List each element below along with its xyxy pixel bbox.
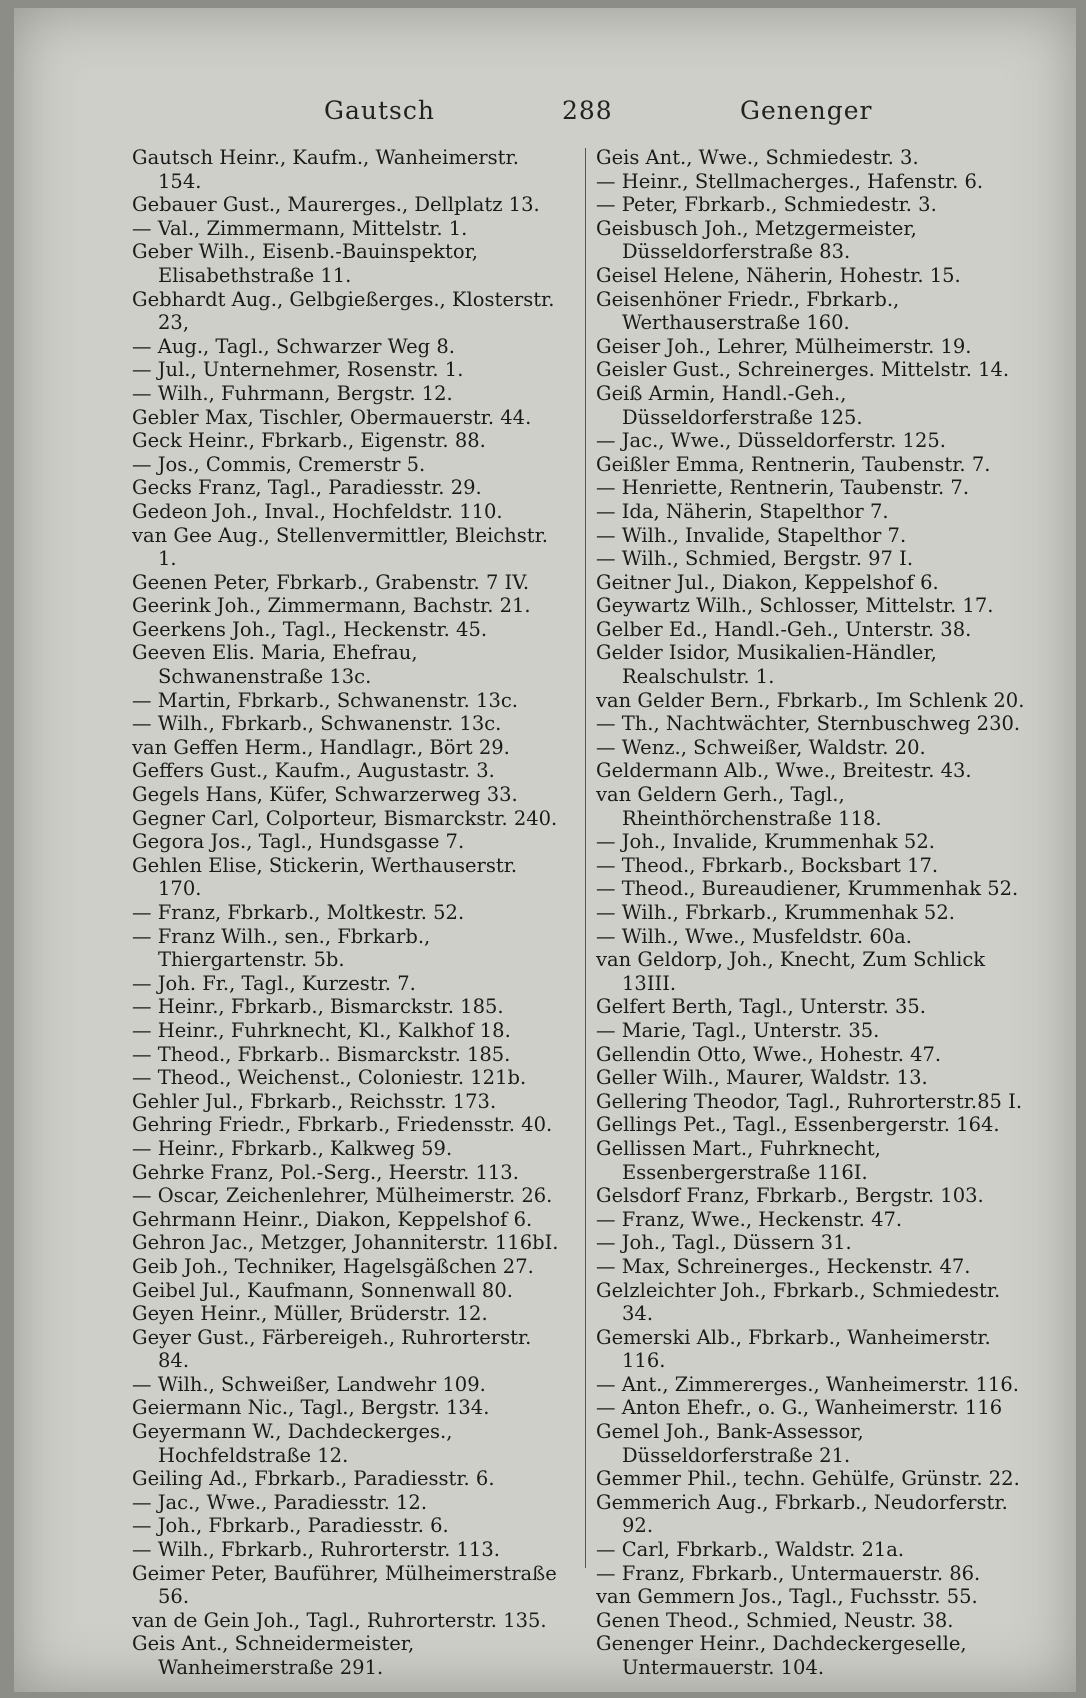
directory-entry: Gelber Ed., Handl.-Geh., Unterstr. 38. — [596, 617, 972, 641]
directory-entry: — Peter, Fbrkarb., Schmiedestr. 3. — [596, 193, 937, 217]
directory-entry: — Ant., Zimmererges., Wanheimerstr. 116. — [596, 1372, 1019, 1396]
directory-entry: Geibel Jul., Kaufmann, Sonnenwall 80. — [132, 1278, 513, 1302]
directory-entry: Geyen Heinr., Müller, Brüderstr. 12. — [132, 1302, 488, 1326]
directory-entry: Gemmer Phil., techn. Gehülfe, Grünstr. 22. — [596, 1467, 1020, 1491]
directory-entry: — Wilh., Schweißer, Landwehr 109. — [132, 1372, 486, 1396]
directory-entry: — Joh. Fr., Tagl., Kurzestr. 7. — [132, 971, 416, 995]
directory-entry: Geck Heinr., Fbrkarb., Eigenstr. 88. — [132, 429, 486, 453]
directory-entry: Gelsdorf Franz, Fbrkarb., Bergstr. 103. — [596, 1184, 984, 1208]
directory-entry: Gebhardt Aug., Gelbgießerges., Klosterstr. 23, — [132, 287, 555, 335]
directory-entry: — Theod., Bureaudiener, Krummenhak 52. — [596, 877, 1019, 901]
directory-entry: — Th., Nachtwächter, Sternbuschweg 230. — [596, 712, 1021, 736]
directory-entry: Gegner Carl, Colporteur, Bismarckstr. 240. — [132, 806, 558, 830]
directory-entry: — Joh., Fbrkarb., Paradiesstr. 6. — [132, 1514, 449, 1538]
directory-entry: Gelder Isidor, Musikalien-Händler, Realschulstr. 1. — [596, 641, 937, 689]
page-number: 288 — [562, 96, 613, 125]
directory-entry: — Heinr., Fbrkarb., Bismarckstr. 185. — [132, 995, 504, 1019]
directory-entry: — Theod., Fbrkarb., Bocksbart 17. — [596, 853, 939, 877]
directory-entry: Gellissen Mart., Fuhrknecht, Essenbergerstraße 116I. — [596, 1136, 881, 1184]
directory-entry: van Gee Aug., Stellenvermittler, Bleichstr. 1. — [132, 523, 548, 571]
directory-entry: Gebler Max, Tischler, Obermauerstr. 44. — [132, 405, 532, 429]
directory-entry: Gellings Pet., Tagl., Essenbergerstr. 164. — [596, 1113, 1000, 1137]
directory-entry: Geiermann Nic., Tagl., Bergstr. 134. — [132, 1396, 490, 1420]
directory-entry: Gehron Jac., Metzger, Johanniterstr. 116bI. — [132, 1231, 559, 1255]
directory-entry: Gelzleichter Joh., Fbrkarb., Schmiedestr. 34. — [596, 1278, 1001, 1326]
directory-entry: Genen Theod., Schmied, Neustr. 38. — [596, 1608, 954, 1632]
directory-entry: van Geldorp, Joh., Knecht, Zum Schlick 13III. — [596, 948, 986, 995]
directory-entry: Gedeon Joh., Inval., Hochfeldstr. 110. — [132, 499, 503, 523]
directory-entry: Gemerski Alb., Fbrkarb., Wanheimerstr. 116. — [596, 1325, 991, 1373]
directory-entry: Geisler Gust., Schreinerges. Mittelstr. 14. — [596, 358, 1010, 382]
directory-entry: — Heinr., Fuhrknecht, Kl., Kalkhof 18. — [132, 1018, 511, 1042]
directory-entry: Geimer Peter, Bauführer, Mülheimerstraße 56. — [132, 1561, 557, 1609]
directory-page — [14, 8, 1076, 1692]
directory-entry: Geywartz Wilh., Schlosser, Mittelstr. 17. — [596, 594, 994, 618]
directory-entry: Geiser Joh., Lehrer, Mülheimerstr. 19. — [596, 334, 972, 358]
directory-entry: van de Gein Joh., Tagl., Ruhrorterstr. 135. — [132, 1608, 547, 1632]
directory-entry: Gehlen Elise, Stickerin, Werthauserstr. 170. — [132, 853, 518, 901]
directory-entry: — Wilh., Schmied, Bergstr. 97 I. — [596, 547, 914, 571]
directory-entry: Gellendin Otto, Wwe., Hohestr. 47. — [596, 1042, 942, 1066]
directory-entry: — Wilh., Wwe., Musfeldstr. 60a. — [596, 924, 912, 948]
directory-entry: — Henriette, Rentnerin, Taubenstr. 7. — [596, 476, 970, 500]
directory-entry: — Jos., Commis, Cremerstr 5. — [132, 452, 426, 476]
directory-entry: Geeven Elis. Maria, Ehefrau, Schwanenstraße 13c. — [132, 641, 418, 689]
directory-entry: — Oscar, Zeichenlehrer, Mülheimerstr. 26. — [132, 1184, 553, 1208]
directory-entry: Gelfert Berth, Tagl., Unterstr. 35. — [596, 995, 927, 1019]
directory-entry: van Geffen Herm., Handlagr., Bört 29. — [132, 735, 510, 759]
directory-entry: Geiß Armin, Handl.-Geh., Düsseldorferstraße 125. — [596, 381, 863, 429]
directory-entry: Geisel Helene, Näherin, Hohestr. 15. — [596, 263, 961, 287]
directory-entry: Gemmerich Aug., Fbrkarb., Neudorferstr. 92. — [596, 1490, 1008, 1538]
directory-entry: Genenger Heinr., Dachdeckergeselle, Untermauerstr. 104. — [596, 1632, 967, 1679]
directory-entry: Geisenhöner Friedr., Fbrkarb., Werthauserstraße 160. — [596, 287, 900, 335]
directory-entry: — Val., Zimmermann, Mittelstr. 1. — [132, 216, 468, 240]
directory-entry: Geber Wilh., Eisenb.-Bauinspektor, Elisabethstraße 11. — [132, 240, 478, 287]
directory-entry: — Wilh., Fbrkarb., Krummenhak 52. — [596, 901, 955, 924]
directory-entry: Gellering Theodor, Tagl., Ruhrorterstr.85 I. — [596, 1089, 1023, 1113]
directory-entry: Gehrmann Heinr., Diakon, Keppelshof 6. — [132, 1207, 533, 1231]
directory-entry: Gegels Hans, Küfer, Schwarzerweg 33. — [132, 783, 518, 807]
directory-entry: — Heinr., Fbrkarb., Kalkweg 59. — [132, 1136, 453, 1160]
directory-entry: — Franz, Wwe., Heckenstr. 47. — [596, 1207, 903, 1231]
directory-entry: Gautsch Heinr., Kaufm., Wanheimerstr. 154. — [132, 146, 519, 193]
directory-entry: — Joh., Tagl., Düssern 31. — [596, 1231, 852, 1255]
directory-entry: Geißler Emma, Rentnerin, Taubenstr. 7. — [596, 452, 991, 476]
directory-entry: Geyer Gust., Färbereigeh., Ruhrorterstr. 84. — [132, 1325, 532, 1373]
directory-entry: — Martin, Fbrkarb., Schwanenstr. 13c. — [132, 688, 518, 712]
directory-entry: — Wenz., Schweißer, Waldstr. 20. — [596, 735, 926, 759]
directory-entry: — Wilh., Fbrkarb., Schwanenstr. 13c. — [132, 712, 502, 736]
directory-entry: — Jac., Wwe., Paradiesstr. 12. — [132, 1490, 428, 1514]
directory-entry: Geisbusch Joh., Metzgermeister, Düsseldorferstraße 83. — [596, 216, 917, 264]
directory-entry: Gecks Franz, Tagl., Paradiesstr. 29. — [132, 476, 482, 500]
directory-entry: Geldermann Alb., Wwe., Breitestr. 43. — [596, 759, 972, 783]
directory-entry: Gebauer Gust., Maurerges., Dellplatz 13. — [132, 193, 540, 217]
directory-entry: Gemel Joh., Bank-Assessor, Düsseldorferstraße 21. — [596, 1420, 864, 1467]
directory-entry: van Geldern Gerh., Tagl., Rheinthörchenstraße 118. — [596, 783, 882, 830]
directory-entry: Geller Wilh., Maurer, Waldstr. 13. — [596, 1066, 928, 1090]
directory-entry: — Carl, Fbrkarb., Waldstr. 21a. — [596, 1538, 905, 1562]
directory-entry: — Wilh., Fbrkarb., Ruhrorterstr. 113. — [132, 1538, 500, 1562]
directory-entry: — Heinr., Stellmacherges., Hafenstr. 6. — [596, 169, 984, 193]
directory-entry: — Franz, Fbrkarb., Moltkestr. 52. — [132, 901, 465, 924]
directory-entry: — Theod., Weichenst., Coloniestr. 121b. — [132, 1066, 527, 1090]
directory-entry: van Gemmern Jos., Tagl., Fuchsstr. 55. — [596, 1585, 978, 1609]
right-column — [596, 146, 1028, 1680]
directory-entry: Geenen Peter, Fbrkarb., Grabenstr. 7 IV. — [132, 570, 530, 594]
directory-entry: — Jul., Unternehmer, Rosenstr. 1. — [132, 358, 464, 382]
directory-entry: — Jac., Wwe., Düsseldorferstr. 125. — [596, 429, 946, 453]
directory-entry: — Ida, Näherin, Stapelthor 7. — [596, 499, 889, 523]
directory-entry: — Wilh., Fuhrmann, Bergstr. 12. — [132, 381, 453, 405]
directory-entry: Geffers Gust., Kaufm., Augustastr. 3. — [132, 759, 495, 783]
directory-entry: Gegora Jos., Tagl., Hundsgasse 7. — [132, 830, 465, 854]
directory-entry: Gehring Friedr., Fbrkarb., Friedensstr. 40. — [132, 1113, 553, 1137]
directory-entry: Geyermann W., Dachdeckerges., Hochfeldstraße 12. — [132, 1420, 453, 1467]
directory-entry: Geerink Joh., Zimmermann, Bachstr. 21. — [132, 594, 531, 618]
directory-entry: Geerkens Joh., Tagl., Heckenstr. 45. — [132, 617, 488, 641]
directory-entry: — Marie, Tagl., Unterstr. 35. — [596, 1018, 880, 1042]
directory-entry: — Wilh., Invalide, Stapelthor 7. — [596, 523, 907, 547]
directory-entry: Geitner Jul., Diakon, Keppelshof 6. — [596, 570, 939, 594]
directory-entry: Gehler Jul., Fbrkarb., Reichsstr. 173. — [132, 1089, 497, 1113]
directory-entry: Geiling Ad., Fbrkarb., Paradiesstr. 6. — [132, 1467, 495, 1491]
column-divider — [585, 148, 586, 1568]
directory-entry: van Gelder Bern., Fbrkarb., Im Schlenk 20. — [596, 688, 1025, 712]
directory-entry: — Joh., Invalide, Krummenhak 52. — [596, 830, 935, 854]
directory-entry: Gehrke Franz, Pol.-Serg., Heerstr. 113. — [132, 1160, 519, 1184]
left-column — [132, 146, 564, 1680]
directory-entry: — Franz, Fbrkarb., Untermauerstr. 86. — [596, 1561, 981, 1585]
directory-entry: — Franz Wilh., sen., Fbrkarb., Thiergartenstr. 5b. — [132, 924, 431, 972]
directory-entry: — Theod., Fbrkarb.. Bismarckstr. 185. — [132, 1042, 511, 1066]
directory-entry: Geis Ant., Wwe., Schmiedestr. 3. — [596, 146, 919, 169]
header-first-name: Gautsch — [324, 96, 435, 125]
directory-entry: Geib Joh., Techniker, Hagelsgäßchen 27. — [132, 1254, 534, 1278]
directory-entry: — Aug., Tagl., Schwarzer Weg 8. — [132, 334, 455, 358]
directory-entry: — Anton Ehefr., o. G., Wanheimerstr. 116 — [596, 1396, 1003, 1420]
directory-entry: Geis Ant., Schneidermeister, Wanheimerstraße 291. — [132, 1632, 415, 1679]
page-header — [14, 96, 1076, 130]
header-last-name: Genenger — [740, 96, 873, 125]
directory-entry: — Max, Schreinerges., Heckenstr. 47. — [596, 1254, 971, 1278]
